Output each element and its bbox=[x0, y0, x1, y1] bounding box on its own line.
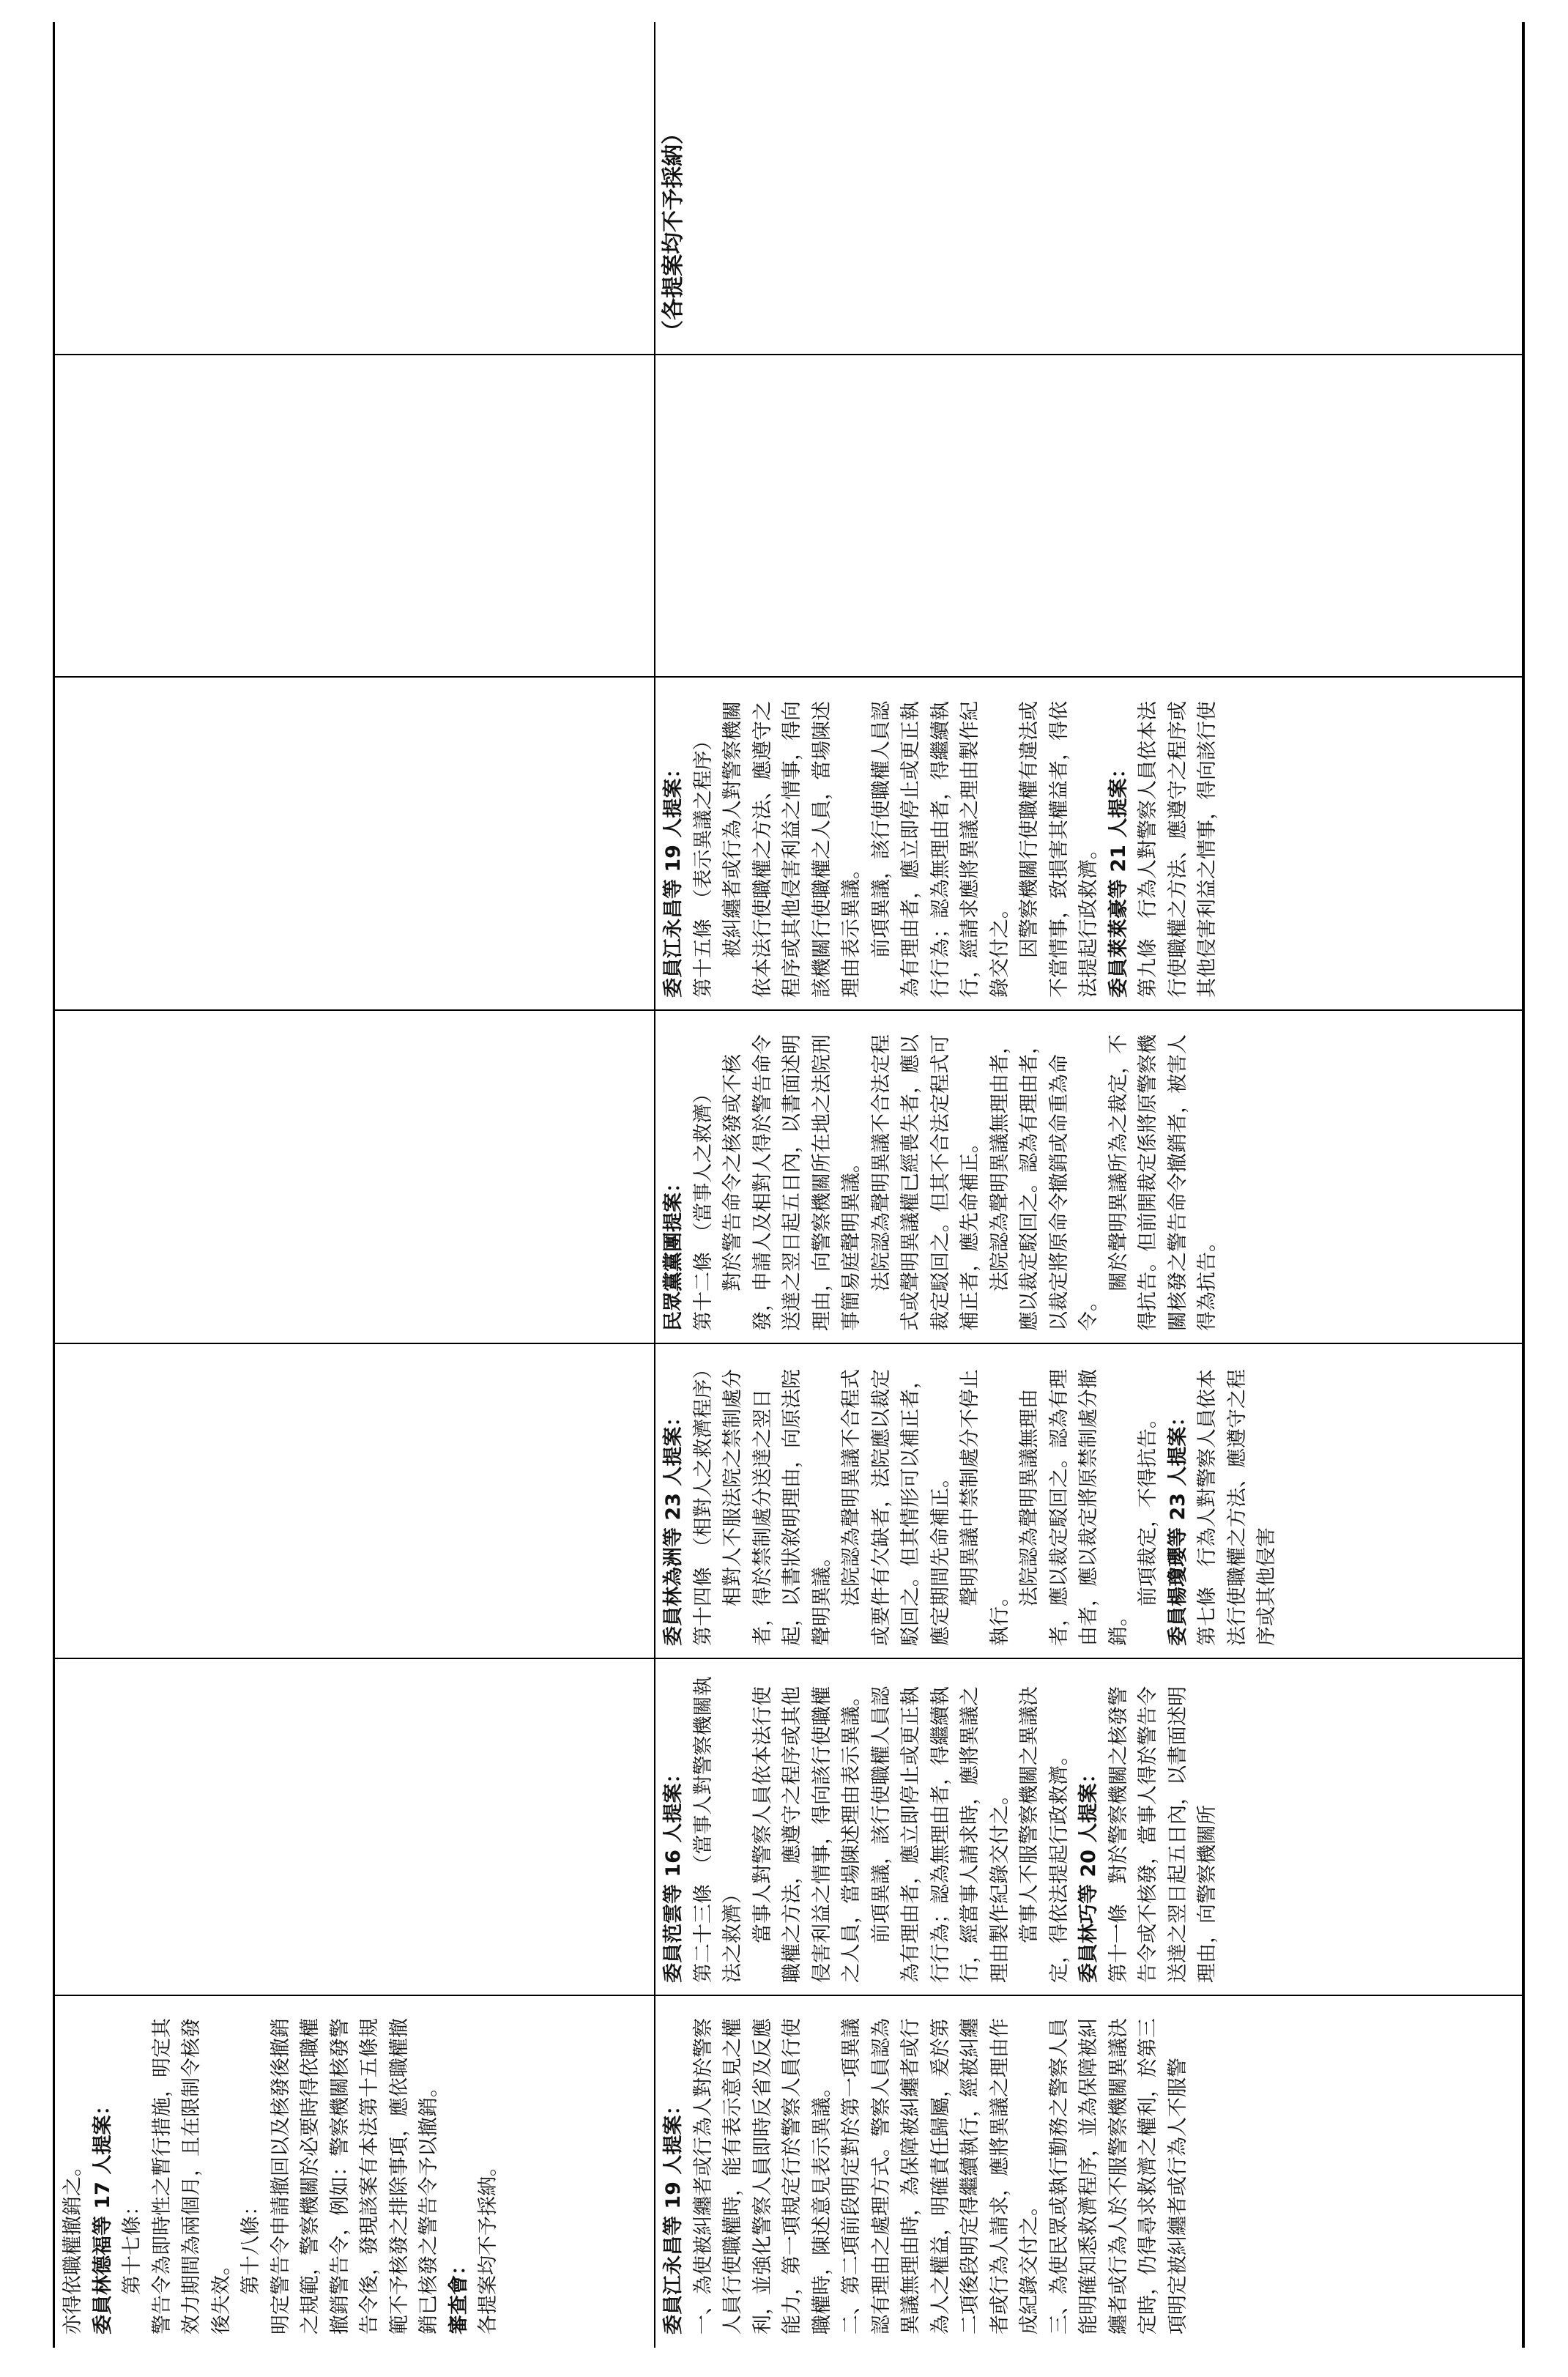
paragraph: 對於警告命令之核發或不核發，申請人及相對人得於警告命令送達之翌日起五日內，以書面述明理由，向警察機關所在地之法院刑事簡易庭聲明異議。 bbox=[721, 1034, 863, 1331]
column-divider bbox=[53, 354, 1523, 355]
column-2 bbox=[659, 1662, 1516, 1993]
decision-note: （各提案均不予採納） bbox=[661, 122, 686, 342]
paragraph: 明定警告令申請撤回以及核發後撤銷之規範，警察機關於必要時得依職權撤銷警告令，例如：警察機關核發警告令後，發現該案有本法第十五條規範不予核發之排除事項，應依職權撤銷已核發之警告令予以撤銷。 bbox=[269, 2018, 440, 2335]
column-5 bbox=[659, 681, 1516, 1008]
paragraph: 法院認為聲明異議無理由者，應以裁定駁回之。認為有理由者，應以裁定將原禁制處分撤銷。 bbox=[1018, 1369, 1130, 1646]
proposal-heading: 委員萊萊豪等 21 人提案： bbox=[1107, 758, 1130, 998]
paragraph: 前項裁定，不得抗告。 bbox=[1137, 1409, 1159, 1606]
paragraph: 三、為使民眾或執行勤務之警察人員能明確知悉救濟程序，並為保障被糾纏者或行為人於不服警察機關異議決定時，仍得尋求救濟之權利，於第三項明定被糾纏者或行為人不服警 bbox=[1047, 2018, 1189, 2335]
paragraph: 第九條 行為人對警察人員依本法行使職權之方法、應遵守之程序或其他侵害利益之情事，得向該行使 bbox=[1137, 701, 1219, 998]
continuation-cell bbox=[59, 1999, 652, 2345]
bottom-border bbox=[1522, 22, 1525, 2348]
paragraph: 第二十三條 （當事人對警察機關執法之救濟） bbox=[691, 1676, 744, 1983]
paragraph: 第十二條 （當事人之救濟） bbox=[691, 1083, 715, 1331]
proposal-heading: 委員林巧等 20 人提案： bbox=[1077, 1763, 1100, 1983]
paragraph: 當事人不服警察機關之異議決定，得依法提起行政救濟。 bbox=[1018, 1686, 1071, 1983]
paragraph: 第十一條 對於警察機關之核發警告令或不核發，當事人得於警告令送達之翌日起五日內，以書面述明理由，向警察機關所 bbox=[1107, 1686, 1219, 1983]
paragraph: 二、第二項前段明定對於第一項異議認有理由之處理方式。警察人員認為異議無理由時，為保障被糾纏者或行為人之權益，明確責任歸屬，爰於第二項後段明定得繼續執行，經被糾纏者或行為人請求，應將異議之理由作成紀錄交付之。 bbox=[840, 2018, 1041, 2335]
column-7 bbox=[659, 23, 1516, 352]
column-divider bbox=[53, 676, 1523, 678]
paragraph: 關於聲明異議所為之裁定，不得抗告。但前開裁定係將原警察機關核發之警告命令撤銷者，被害人得為抗告。 bbox=[1107, 1034, 1219, 1331]
top-border bbox=[53, 22, 55, 2348]
column-6 bbox=[659, 358, 1516, 675]
paragraph: 相對人不服法院之禁制處分者，得於禁制處分送達之翌日起，以書狀敘明理由，向原法院聲明異議。 bbox=[721, 1369, 833, 1646]
paragraph: 第十四條 （相對人之救濟程序） bbox=[691, 1359, 715, 1646]
paragraph: 當事人對警察人員依本法行使職權之方法，應遵守之程序或其他侵害利益之情事，得向該行使職權之人員，當場陳述理由表示異議。 bbox=[751, 1686, 863, 1983]
paragraph: 前項異議，該行使職權人員認為有理由者，應立即停止或更正執行行為；認為無理由者，得繼續執行，經當事人請求時，應將異議之理由製作紀錄交付之。 bbox=[869, 1686, 1011, 1983]
paragraph: 因警察機關行使職權有違法或不當情事，致損害其權益者，得依法提起行政救濟。 bbox=[1018, 701, 1100, 998]
proposal-heading: 委員江永昌等 19 人提案： bbox=[662, 2095, 685, 2335]
column-divider bbox=[53, 1658, 1523, 1659]
paragraph: 警告令為即時性之暫行措施，明定其效力期間為兩個月，且在限制令核發後失效。 bbox=[150, 2018, 233, 2335]
column-divider bbox=[53, 1343, 1523, 1344]
paragraph: 聲明異議中禁制處分不停止執行。 bbox=[959, 1369, 1011, 1646]
paragraph: 被糾纏者或行為人對警察機關依本法行使職權之方法、應遵守之程序或其他侵害利益之情事，得向該機關行使職權之人員，當場陳述理由表示異議。 bbox=[721, 701, 863, 998]
paragraph: 法院認為聲明異議無理由者，應以裁定駁回之。認為有理由者，以裁定將原命令撤銷或命重為命令。 bbox=[988, 1034, 1100, 1331]
column-1 bbox=[659, 1999, 1516, 2345]
paragraph: 第十七條： bbox=[121, 2196, 144, 2295]
paragraph: 法院認為聲明異議不合法定程式或聲明異議權已經喪失者，應以裁定駁回之。但其不合法定程式可補正者，應先命補正。 bbox=[869, 1034, 981, 1331]
paragraph: 第十五條 （表示異議之程序） bbox=[691, 730, 715, 998]
proposal-heading: 審查會： bbox=[447, 2255, 470, 2335]
paragraph: 亦得依職權撤銷之。 bbox=[62, 2157, 84, 2335]
paragraph: 第十八條： bbox=[239, 2196, 262, 2295]
column-divider bbox=[53, 1995, 1523, 1996]
paragraph: 第七條 行為人對警察人員依本法行使職權之方法、應遵守之程序或其他侵害 bbox=[1196, 1369, 1278, 1646]
paragraph: 各提案均不予採納。 bbox=[477, 2157, 499, 2335]
proposal-heading: 委員林為洲等 23 人提案： bbox=[662, 1406, 685, 1646]
proposal-heading: 民眾黨黨團提案： bbox=[662, 1173, 685, 1331]
proposal-heading: 委員范雲等 16 人提案： bbox=[662, 1763, 685, 1983]
column-divider bbox=[53, 1009, 1523, 1011]
column-3 bbox=[659, 1347, 1516, 1656]
paragraph: 前項異議，該行使職權人員認為有理由者，應立即停止或更正執行行為；認為無理由者，得繼續執行，經請求應將異議之理由製作紀錄交付之。 bbox=[869, 701, 1011, 998]
proposal-heading: 委員江永昌等 19 人提案： bbox=[662, 758, 685, 998]
header-divider bbox=[654, 22, 655, 2348]
proposal-heading: 委員林德福等 17 人提案： bbox=[91, 2095, 114, 2335]
column-4 bbox=[659, 1014, 1516, 1341]
proposal-heading: 委員楊瓊瓔等 23 人提案： bbox=[1166, 1406, 1189, 1646]
paragraph: 一、為使被糾纏者或行為人對於警察人員行使職權時，能有表示意見之權利，並強化警察人員即時反省及反應能力，第一項規定行於警察人員行使職權時，陳述意見表示異議。 bbox=[691, 2018, 833, 2335]
paragraph: 法院認為聲明異議不合程式或要件有欠缺者，法院應以裁定駁回之。但其情形可以補正者，應定期間先命補正。 bbox=[840, 1369, 952, 1646]
